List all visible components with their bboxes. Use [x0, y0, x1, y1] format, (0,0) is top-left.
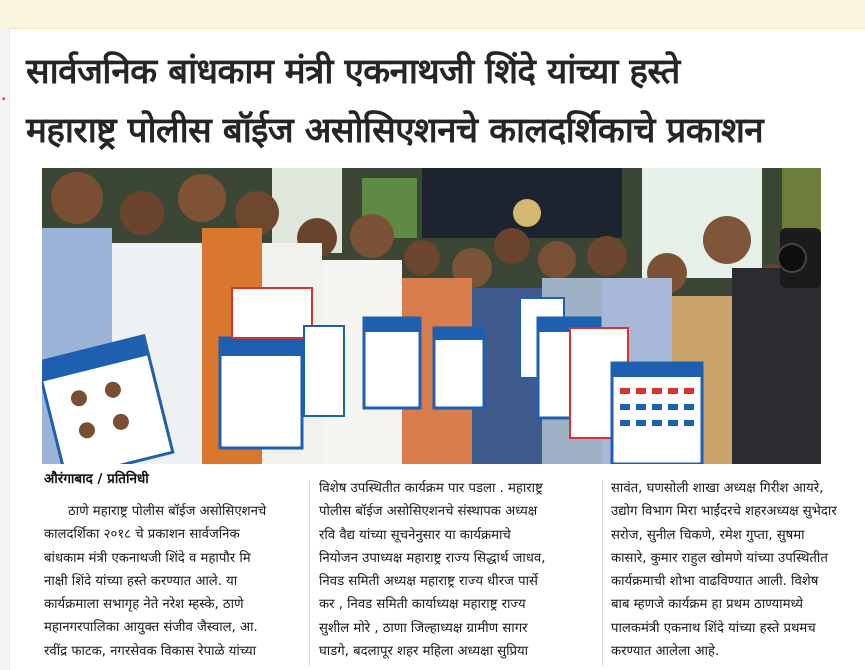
- column-line: महानगरपालिका आयुक्त संजीव जैस्वाल, आ.: [44, 620, 258, 636]
- column-line: कालदर्शिका २०१८ चे प्रकाशन सार्वजनिक: [44, 527, 240, 543]
- article-column-2: [319, 477, 594, 663]
- column-line: पोलीस बॉईज असोसिएशनचे संस्थापक अध्यक्ष: [319, 504, 538, 520]
- column-line: सुशील मोरे , ठाणा जिल्हाध्यक्ष ग्रामीण सागर: [319, 620, 528, 636]
- column-divider: [602, 480, 603, 666]
- column-line: विशेष उपस्थितीत कार्यक्रम पार पडला . महाराष्ट्र: [319, 481, 543, 496]
- column-line: रवींद्र फाटक, नगरसेवक विकास रेपाळे यांच्या: [44, 643, 257, 659]
- column-line: कार्यक्रमाची शोभा वाढविण्यात आली. विशेष: [611, 574, 819, 590]
- margin-marker: •: [1, 95, 7, 105]
- column-line: कार्यक्रमाला सभागृह नेते नरेश म्हस्के, ठाणे: [44, 597, 244, 613]
- column-line: निवड समिती अध्यक्ष महाराष्ट्र राज्य धीरज पार्से: [319, 574, 538, 590]
- chandelier: [513, 199, 541, 227]
- column-line: रवि वैद्य यांच्या सूचनेनुसार या कार्यक्रमाचे: [319, 527, 511, 543]
- byline: औरंगाबाद / प्रतिनिधी: [44, 471, 149, 487]
- column-line: ठाणे महाराष्ट्र पोलीस बॉईज असोसिएशनचे: [68, 504, 267, 519]
- column-line: कासारे, कुमार राहुल खोमणे यांच्या उपस्थितीत: [611, 550, 828, 566]
- top-margin-strip: [0, 0, 865, 29]
- column-line: उद्योग विभाग मिरा भाईंदरचे शहरअध्यक्ष सुभेदार: [611, 504, 837, 520]
- left-margin-rule: [0, 28, 10, 670]
- column-line: करण्यात आलेला आहे.: [611, 644, 720, 660]
- column-line: सरोज, सुनील चिकणे, रमेश गुप्ता, सुषमा: [611, 527, 805, 543]
- headline-line-2: महाराष्ट्र पोलीस बॉईज असोसिएशनचे कालदर्शिकाचे प्रकाशन: [26, 111, 764, 151]
- camera: [778, 228, 821, 288]
- news-photo: [42, 168, 821, 464]
- column-line: कर , निवड समिती कार्याध्यक्ष महाराष्ट्र राज्य: [319, 597, 526, 613]
- column-line: बांधकाम मंत्री एकनाथजी शिंदे व महापौर मि: [44, 550, 251, 566]
- article-column-1: [44, 500, 302, 663]
- headline-line-1: सार्वजनिक बांधकाम मंत्री एकनाथजी शिंदे यांच्या हस्ते: [26, 52, 680, 92]
- article-column-3: [611, 477, 856, 663]
- column-line: नाक्षी शिंदे यांच्या हस्ते करण्यात आले. या: [44, 573, 238, 589]
- photo-illustration: [42, 168, 821, 464]
- column-divider: [309, 480, 310, 666]
- column-line: घाडगे, बदलापूर शहर महिला अध्यक्षा सुप्रिया: [319, 644, 529, 660]
- column-line: बाब म्हणजे कार्यक्रम हा प्रथम ठाण्यामध्ये: [611, 597, 804, 613]
- column-line: सावंत, घणसोली शाखा अध्यक्ष गिरीश आयरे,: [611, 481, 824, 496]
- column-line: नियोजन उपाध्यक्ष महाराष्ट्र राज्य सिद्धार्थ जाधव,: [319, 550, 546, 566]
- column-line: पालकमंत्री एकनाथ शिंदे यांच्या हस्ते प्रथमच: [611, 620, 816, 636]
